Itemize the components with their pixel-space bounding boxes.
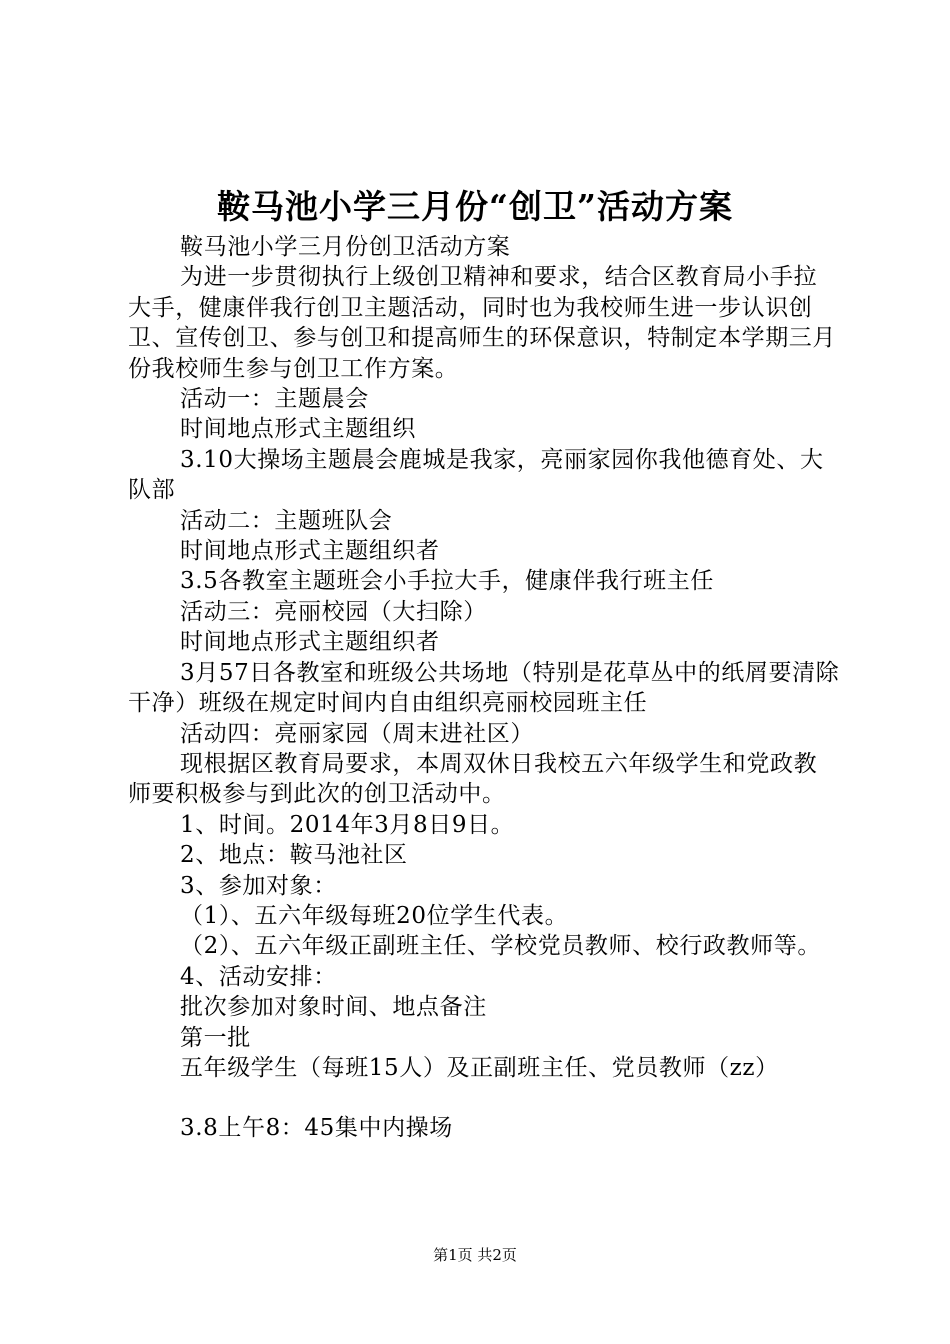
paragraph-activity-2: 活动二：主题班队会	[180, 507, 393, 534]
paragraph-participants: 3、参加对象：	[180, 872, 337, 899]
document-title: 鞍马池小学三月份“创卫”活动方案	[217, 187, 733, 226]
paragraph-intro: 为进一步贯彻执行上级创卫精神和要求，结合区教育局小手拉大手，健康伴我行创卫主题活动，同时也为我校师生进一步认识创卫、宣传创卫、参与创卫和提高师生的环保意识，特制定本学期三月份我校师生参与创卫工作方案。	[128, 264, 836, 382]
paragraph-arrangement-header: 批次参加对象时间、地点备注	[180, 994, 487, 1021]
paragraph-arrangement: 4、活动安排：	[180, 963, 337, 990]
document-body	[128, 232, 840, 1144]
paragraph-subtitle: 鞍马池小学三月份创卫活动方案	[180, 234, 511, 260]
paragraph-activity-1: 活动一：主题晨会	[180, 386, 369, 413]
paragraph-participants-1: （1）、五六年级每班20位学生代表。	[180, 902, 569, 929]
page-footer: 第1页 共2页	[433, 1246, 517, 1264]
paragraph-batch-1-participants: 五年级学生（每班15人）及正副班主任、党员教师（zz）	[180, 1054, 779, 1081]
paragraph-activity-2-header: 时间地点形式主题组织者	[180, 538, 440, 565]
paragraph-activity-3-header: 时间地点形式主题组织者	[180, 629, 440, 656]
paragraph-batch-1-time: 3.8上午8：45集中内操场	[180, 1115, 453, 1142]
paragraph-activity-3-detail: 3月57日各教室和班级公共场地（特别是花草丛中的纸屑要清除干净）班级在规定时间内自由组织亮丽校园班主任	[128, 659, 840, 717]
paragraph-activity-1-detail: 3.10大操场主题晨会鹿城是我家，亮丽家园你我他德育处、大队部	[128, 446, 824, 504]
paragraph-activity-3: 活动三：亮丽校园（大扫除）	[180, 598, 487, 625]
paragraph-activity-1-header: 时间地点形式主题组织	[180, 416, 416, 443]
paragraph-time: 1、时间。2014年3月8日9日。	[180, 811, 515, 838]
paragraph-batch-1: 第一批	[180, 1024, 251, 1051]
paragraph-location: 2、地点：鞍马池社区	[180, 842, 408, 869]
paragraph-activity-2-detail: 3.5各教室主题班会小手拉大手，健康伴我行班主任	[180, 568, 714, 595]
paragraph-activity-4-intro: 现根据区教育局要求，本周双休日我校五六年级学生和党政教师要积极参与到此次的创卫活动中。	[128, 750, 818, 808]
paragraph-activity-4: 活动四：亮丽家园（周末进社区）	[180, 720, 534, 747]
paragraph-participants-2: （2）、五六年级正副班主任、学校党员教师、校行政教师等。	[180, 933, 821, 960]
